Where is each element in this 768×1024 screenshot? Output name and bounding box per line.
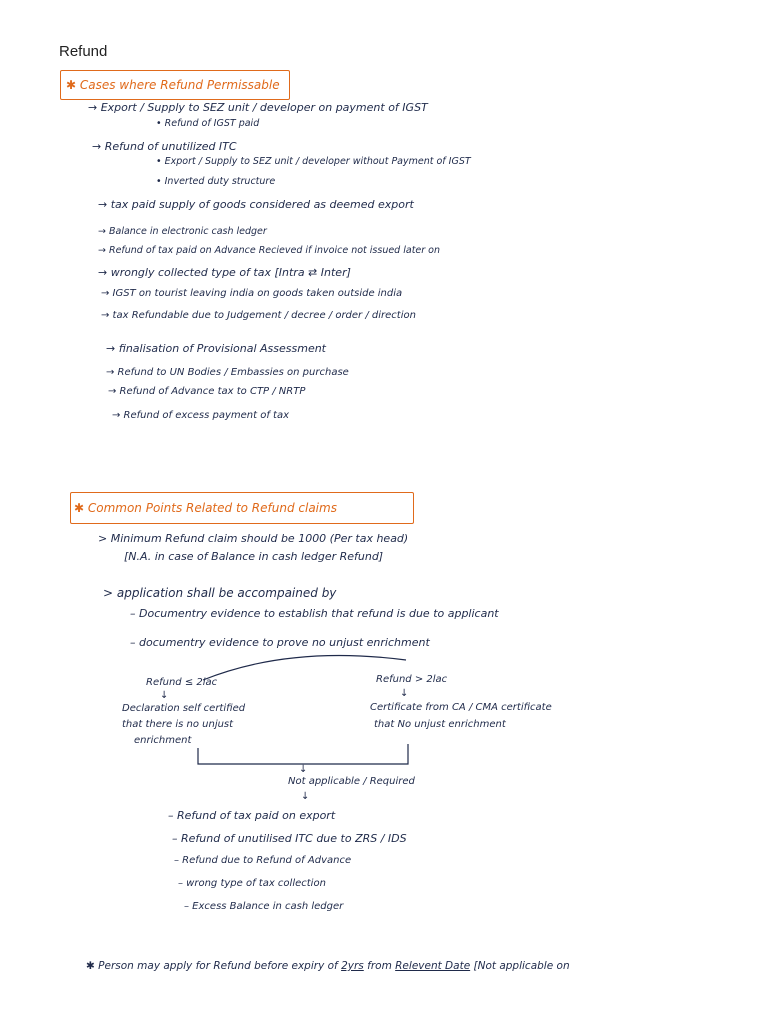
footer-text-c: [Not applicable on <box>473 960 570 972</box>
section1-heading: ✱ Cases where Refund Permissable <box>66 78 280 92</box>
min-claim-note: [N.A. in case of Balance in cash ledger Refund] <box>124 550 384 563</box>
exception-item: – Excess Balance in cash ledger <box>184 901 344 912</box>
case-item: → Refund of Advance tax to CTP / NRTP <box>108 386 306 397</box>
footer-text-b: from <box>367 960 392 972</box>
evidence-item: – documentry evidence to prove no unjust enrichment <box>130 636 430 649</box>
case-item: → Balance in electronic cash ledger <box>98 226 267 237</box>
exception-item: – Refund due to Refund of Advance <box>174 855 352 866</box>
application: > application shall be accompained by <box>103 586 337 600</box>
exception-item: – Refund of tax paid on export <box>168 809 336 822</box>
left-branch-cond: Refund ≤ 2lac <box>146 677 218 688</box>
case-item: → Refund to UN Bodies / Embassies on purchase <box>106 367 349 378</box>
star-icon: ✱ <box>86 960 95 972</box>
left-branch-text: enrichment <box>134 735 192 746</box>
right-branch-cond: Refund > 2lac <box>376 674 448 685</box>
case-item: → finalisation of Provisional Assessment <box>106 342 326 355</box>
case-item: → IGST on tourist leaving india on goods taken outside india <box>101 288 403 299</box>
section2-heading: ✱ Common Points Related to Refund claims <box>74 501 337 515</box>
case-item: → tax Refundable due to Judgement / decree / order / direction <box>101 310 416 321</box>
footer-note <box>86 960 570 972</box>
min-claim: > Minimum Refund claim should be 1000 (Per tax head) <box>98 532 409 545</box>
na-arrow: ↓ <box>299 764 308 775</box>
case-subitem: • Export / Supply to SEZ unit / developer without Payment of IGST <box>156 156 471 167</box>
case-item: → wrongly collected type of tax [Intra ⇄ Inter] <box>98 266 351 279</box>
exception-item: – wrong type of tax collection <box>178 878 326 889</box>
footer-text-a: Person may apply for Refund before expiry of <box>98 960 338 972</box>
left-branch-text: that there is no unjust <box>122 719 234 730</box>
exception-item: – Refund of unutilised ITC due to ZRS / IDS <box>172 832 407 845</box>
right-branch-text: Certificate from CA / CMA certificate <box>370 702 552 713</box>
case-item: → Refund of excess payment of tax <box>112 410 290 421</box>
left-branch-arrow: ↓ <box>160 690 169 701</box>
case-subitem: • Inverted duty structure <box>156 176 276 187</box>
case-item: → tax paid supply of goods considered as deemed export <box>98 198 414 211</box>
footer-yrs: 2yrs <box>341 960 364 972</box>
na-arrow: ↓ <box>301 791 310 802</box>
left-branch-text: Declaration self certified <box>122 703 246 714</box>
footer-relevant-date: Relevent Date <box>395 960 471 972</box>
case-item: → Export / Supply to SEZ unit / developer on payment of IGST <box>88 101 428 114</box>
case-item: → Refund of unutilized ITC <box>92 140 237 153</box>
right-branch-text: that No unjust enrichment <box>374 719 506 730</box>
case-item: → Refund of tax paid on Advance Recieved if invoice not issued later on <box>98 245 441 256</box>
right-branch-arrow: ↓ <box>400 688 409 699</box>
not-applicable: Not applicable / Required <box>288 776 415 787</box>
page-title: Refund <box>59 43 108 60</box>
case-subitem: • Refund of IGST paid <box>156 118 260 129</box>
evidence-item: – Documentry evidence to establish that refund is due to applicant <box>130 607 499 620</box>
